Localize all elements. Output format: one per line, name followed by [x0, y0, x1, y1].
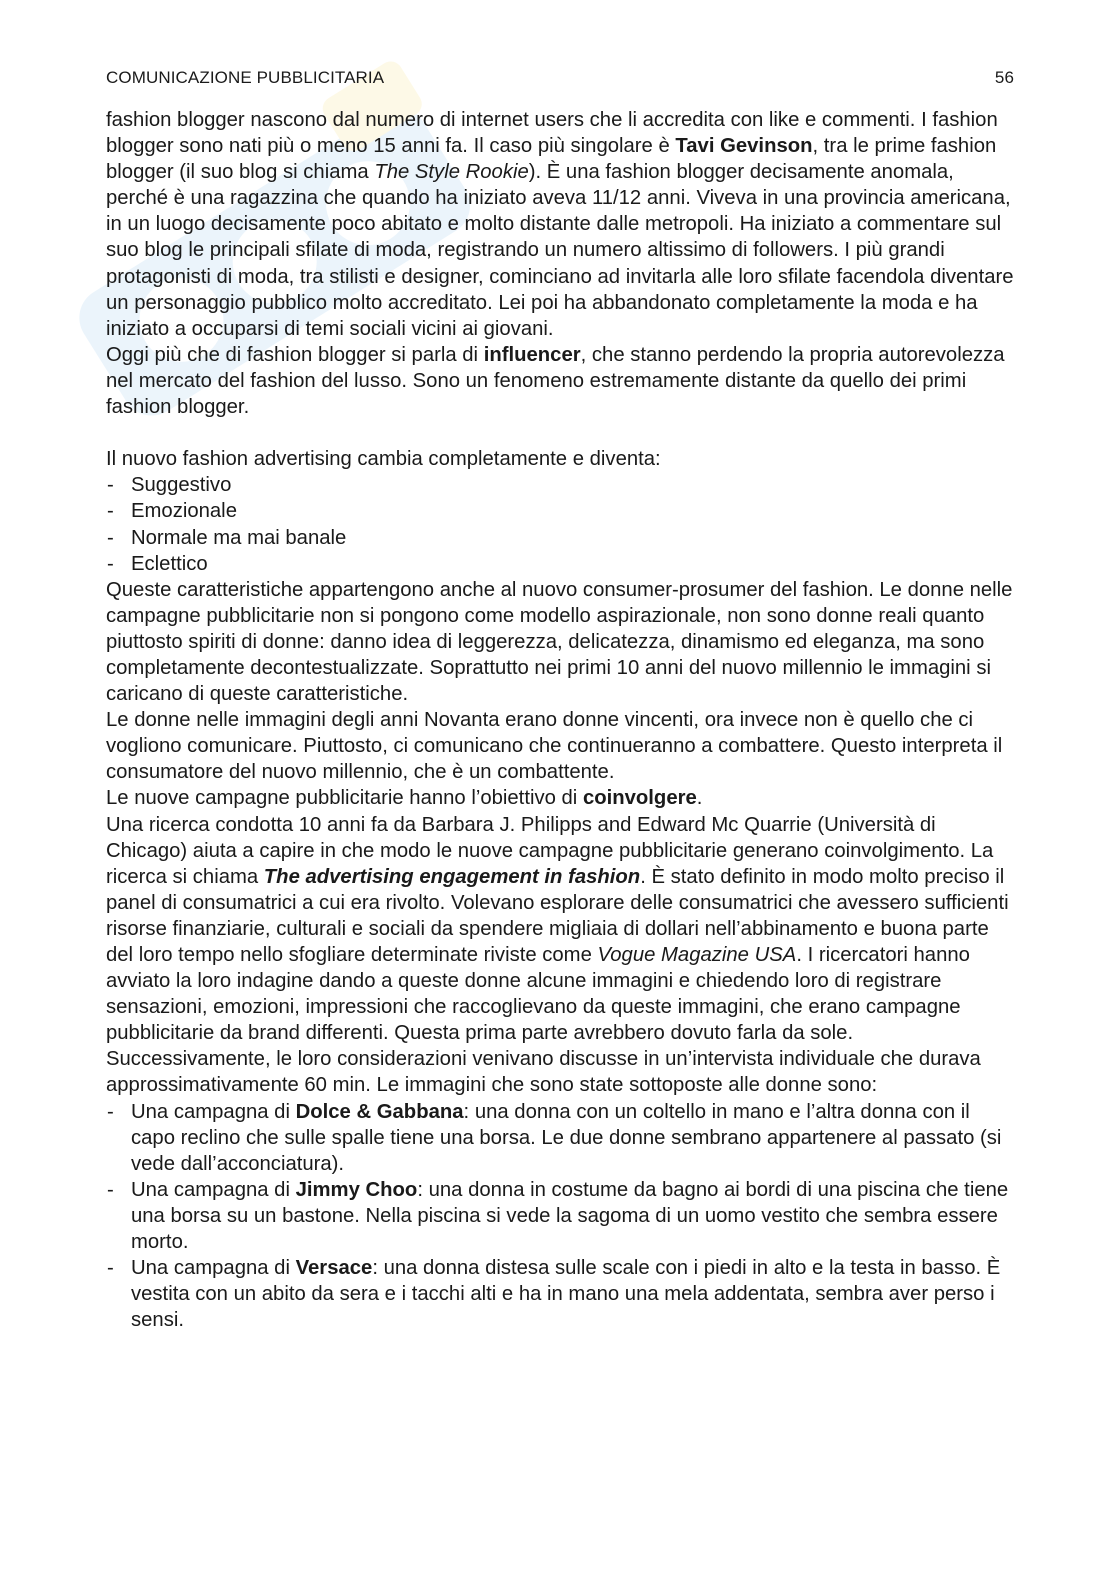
text: ). È una fashion blogger decisamente anomala, perché è una ragazzina che quando ha iniziato aveva 11/12 anni. Viveva in una provincia americana, in un luogo decisamente poco abitato e molto distante dalle metropoli. Ha iniziato a commentare sul suo blog le principali sfilate di moda, registrando un numero altissimo di followers. I più grandi protagonisti di moda, tra stilisti e designer, cominciano ad invitarla alle loro sfilate facendola diventare un personaggio pubblico molto accreditato. Lei poi ha abbandonato completamente la moda e ha iniziato a occuparsi di temi sociali vicini ai giovani.	[106, 161, 1014, 340]
text: : una donna distesa sulle scale con i piedi in alto e la testa in basso. È vestita con un abito da sera e i tacchi alti e ha in mano una mela addentata, sembra aver perso i sensi.	[131, 1257, 1001, 1332]
paragraph-coinvolgere	[106, 785, 1018, 811]
paragraph-consumer-prosumer: Queste caratteristiche appartengono anche al nuovo consumer-prosumer del fashion. Le donne nelle campagne pubblicitarie non si pongono come modello aspirazionale, non sono donne reali quanto piuttosto spiriti di donne: danno idea di leggerezza, delicatezza, dinamismo ed eleganza, ma sono completamente decontestualizzate. Soprattutto nei primi 10 anni del nuovo millennio le immagini si caricano di queste caratteristiche.	[106, 578, 1013, 706]
text: , tra le prime fashion blogger (il suo blog si chiama	[106, 135, 997, 184]
text: . I ricercatori hanno avviato la loro indagine dando a queste donne alcune immagini e chiedendo loro di registrare sensazioni, emozioni, impressioni che raccoglievano da queste immagini, che erano campagne pubblicitarie da brand differenti. Questa prima parte avrebbero dovuto farla da sole. Successivamente, le loro considerazioni venivano discusse in un’intervista individuale che durava approssimativamente 60 min. Le immagini che sono state sottoposte alle donne sono:	[106, 944, 981, 1097]
header-title: COMUNICAZIONE PUBBLICITARIA	[106, 68, 385, 87]
brand-name: Jimmy Choo	[295, 1178, 418, 1201]
campaigns-list	[106, 1099, 1018, 1334]
page-number: 56	[994, 68, 1014, 87]
italic-magazine: Vogue Magazine USA	[597, 944, 797, 966]
text: . È stato definito in modo molto preciso il panel di consumatrici a cui era rivolto. Volevano esplorare delle consumatrici che avessero sufficienti risorse finanziarie, culturali e sociali da spendere migliaia di dollari nell’abbinamento e buona parte del loro tempo nello sfogliare determinate riviste come	[106, 865, 1009, 966]
list-item: - Eclettico	[106, 551, 1018, 577]
text: Una ricerca condotta 10 anni fa da Barbara J. Philipps and Edward Mc Quarrie (Università di Chicago) aiuta a capire in che modo le nuove campagne pubblicitarie generano coinvolgimento. La ricerca si chiama	[106, 813, 994, 888]
text: Oggi più che di fashion blogger si parla di	[106, 343, 484, 366]
paragraph-research	[106, 812, 1018, 1099]
paragraph-influencer	[106, 342, 1018, 420]
text: Una campagna di	[131, 1257, 296, 1280]
text: Una campagna di	[131, 1178, 296, 1201]
text: Una campagna di	[131, 1100, 296, 1123]
list-item	[106, 1255, 1018, 1333]
bold-term: influencer	[483, 343, 581, 366]
italic-title: The Style Rookie	[374, 161, 529, 184]
paragraph-new-advertising: Il nuovo fashion advertising cambia completamente e diventa:	[106, 448, 661, 471]
text: : una donna con un coltello in mano e l’altra donna con il capo reclino che sulle spalle tiene una borsa. Le due donne sembrano appartenere al passato (si vede dall’acconciatura).	[131, 1100, 1002, 1175]
list-item: - Normale ma mai banale	[106, 525, 1018, 551]
list-item: - Suggestivo	[106, 472, 1018, 498]
text: fashion blogger nascono dal numero di internet users che li accredita con like e commenti. I fashion blogger sono nati più o meno 15 anni fa. Il caso più singolare è	[106, 109, 998, 158]
bold-italic-title: The advertising engagement in fashion	[263, 865, 641, 888]
page-content	[106, 107, 1018, 1333]
bold-term: coinvolgere	[582, 787, 697, 810]
paragraph-tavi-gevinson	[106, 107, 1018, 342]
page-header	[106, 68, 1014, 90]
list-item: - Emozionale	[106, 498, 1018, 524]
text: : una donna in costume da bagno ai bordi di una piscina che tiene una borsa su un bastone. Nella piscina si vede la sagoma di un uomo vestito che sembra essere morto.	[131, 1178, 1009, 1254]
text: .	[696, 787, 703, 810]
brand-name: Dolce & Gabbana	[295, 1100, 464, 1123]
text: Le nuove campagne pubblicitarie hanno l’obiettivo di	[106, 787, 583, 810]
characteristics-list	[106, 472, 1018, 576]
list-item	[106, 1099, 1018, 1177]
paragraph-anni-novanta: Le donne nelle immagini degli anni Novanta erano donne vincenti, ora invece non è quello che ci vogliono comunicare. Piuttosto, ci comunicano che continueranno a combattere. Questo interpreta il consumatore del nuovo millennio, che è un combattente.	[106, 709, 1003, 784]
list-item	[106, 1177, 1018, 1255]
brand-name: Versace	[295, 1257, 373, 1280]
bold-name: Tavi Gevinson	[675, 135, 813, 158]
text: , che stanno perdendo la propria autorevolezza nel mercato del fashion del lusso. Sono un fenomeno estremamente distante da quello dei primi fashion blogger.	[106, 343, 1005, 419]
